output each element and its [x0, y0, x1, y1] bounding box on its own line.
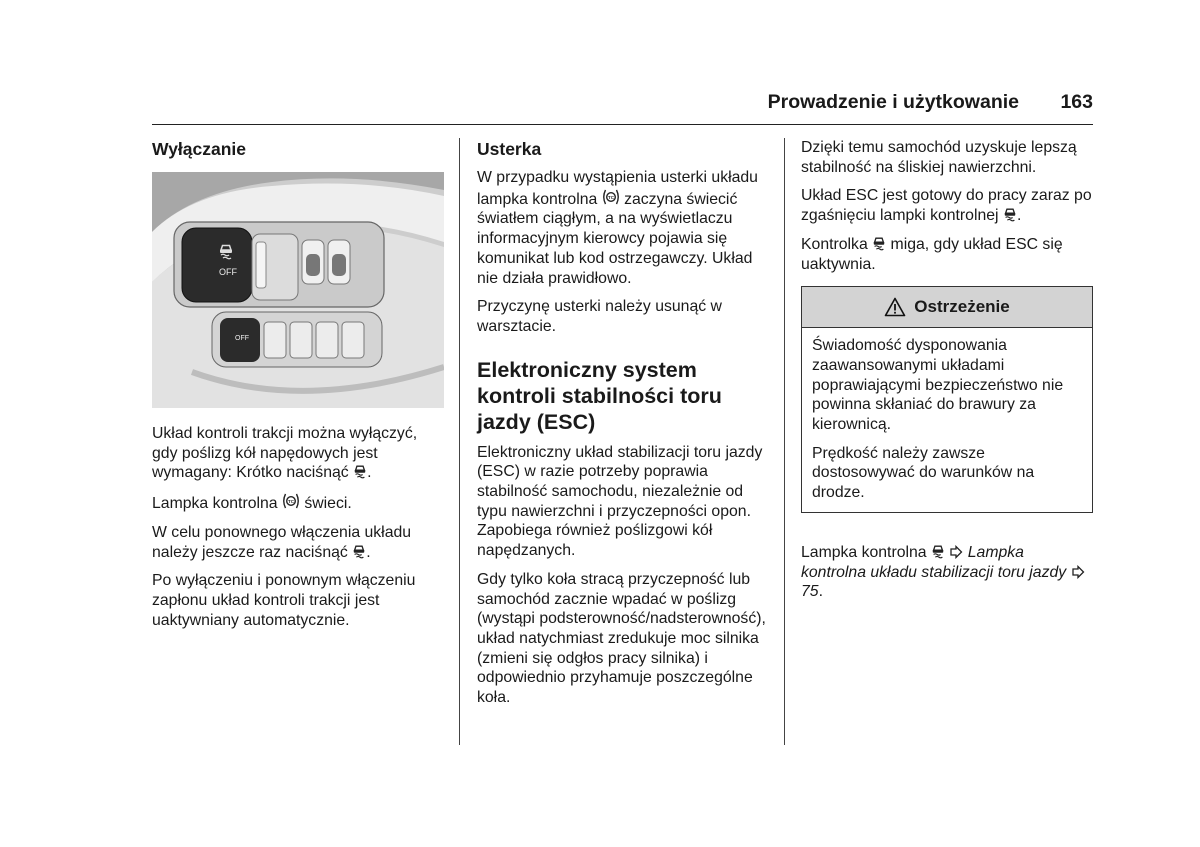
traction-control-icon: [353, 463, 367, 479]
warning-title: Ostrzeżenie: [914, 297, 1010, 317]
paragraph: W przypadku wystąpienia usterki układu lampka kontrolna zaczyna świecić światłem ciągłym, a na wyświetlaczu informacyjnym kierowcy pojawia się komunikat lub kod ostrzegawczy. Układ nie działa prawidłowo.: [477, 169, 758, 287]
column-divider: [459, 138, 460, 745]
section-heading-large: Elektroniczny system kontroli stabilności toru jazdy (ESC): [477, 357, 722, 434]
traction-control-off-lamp-icon: [282, 492, 300, 510]
cross-reference: Lampka kontrolna Lampka kontrolna układu stabilizacji toru jazdy 75.: [801, 543, 1093, 602]
reference-link[interactable]: Lampka kontrolna układu stabilizacji toru jazdy: [801, 543, 1067, 581]
paragraph: Układ kontroli trakcji można wyłączyć, gdy poślizg kół napędowych jest wymagany: Krótko naciśnąć .: [152, 425, 418, 482]
paragraph: Lampka kontrolna świeci.: [152, 492, 444, 514]
column-middle: [477, 138, 767, 717]
traction-control-icon: [352, 543, 366, 559]
paragraph: Przyczynę usterki należy usunąć w warsztacie.: [477, 298, 722, 335]
paragraph: Prędkość należy zawsze dostosowywać do warunków na drodze.: [812, 444, 1035, 502]
reference-arrow-icon: [1071, 565, 1085, 579]
warning-body: [802, 328, 1092, 503]
warning-header: [802, 287, 1092, 328]
section-heading: Wyłączanie: [152, 139, 247, 159]
page-number: 163: [1060, 91, 1093, 113]
svg-text:OFF: OFF: [219, 267, 237, 277]
warning-box: [801, 286, 1093, 513]
header-title: Prowadzenie i użytkowanie: [767, 91, 1019, 113]
paragraph: Po wyłączeniu i ponownym włączeniu zapłonu układ kontroli trakcji jest uaktywniany automatycznie.: [152, 572, 416, 629]
paragraph: Świadomość dysponowania zaawansowanymi układami poprawiającymi bezpieczeństwo nie powinna skłaniać do brawury za kierownicą.: [812, 337, 1064, 434]
warning-triangle-icon: [884, 297, 906, 317]
paragraph: Elektroniczny układ stabilizacji toru jazdy (ESC) w razie potrzeby poprawia stabilność samochodu, niezależnie od typu nawierzchni i przyczepności opon. Zapobiega również poślizgowi kół napędzanych.: [477, 443, 763, 560]
column-right: [801, 138, 1093, 611]
esc-icon: [931, 543, 945, 559]
paragraph: W celu ponownego włączenia układu należy jeszcze raz naciśnąć .: [152, 523, 412, 561]
paragraph: Układ ESC jest gotowy do pracy zaraz po zgaśnięciu lampki kontrolnej .: [801, 187, 1092, 225]
esc-icon: [872, 235, 886, 251]
traction-control-lamp-icon: [602, 188, 620, 206]
svg-text:OFF: OFF: [235, 335, 249, 342]
column-left: [152, 138, 444, 639]
paragraph: Dzięki temu samochód uzyskuje lepszą stabilność na śliskiej nawierzchni.: [801, 139, 1077, 176]
reference-arrow-icon: [949, 545, 963, 559]
reference-page[interactable]: 75: [801, 583, 819, 601]
column-divider: [784, 138, 785, 745]
page-header: [152, 88, 1093, 125]
illustration-traction-button: [152, 172, 444, 408]
section-heading: Usterka: [477, 139, 542, 159]
esc-icon: [1003, 206, 1017, 222]
paragraph: Gdy tylko koła stracą przyczepność lub samochód zacznie wpadać w poślizg (wystąpi podsterowność/nadsterowność), układ natychmiast zredukuje moc silnika (zmieni się odgłos pracy silnika) i odpowiednio przyhamuje poszczególne koła.: [477, 570, 766, 707]
paragraph: Kontrolka miga, gdy układ ESC się uaktywnia.: [801, 235, 1063, 273]
